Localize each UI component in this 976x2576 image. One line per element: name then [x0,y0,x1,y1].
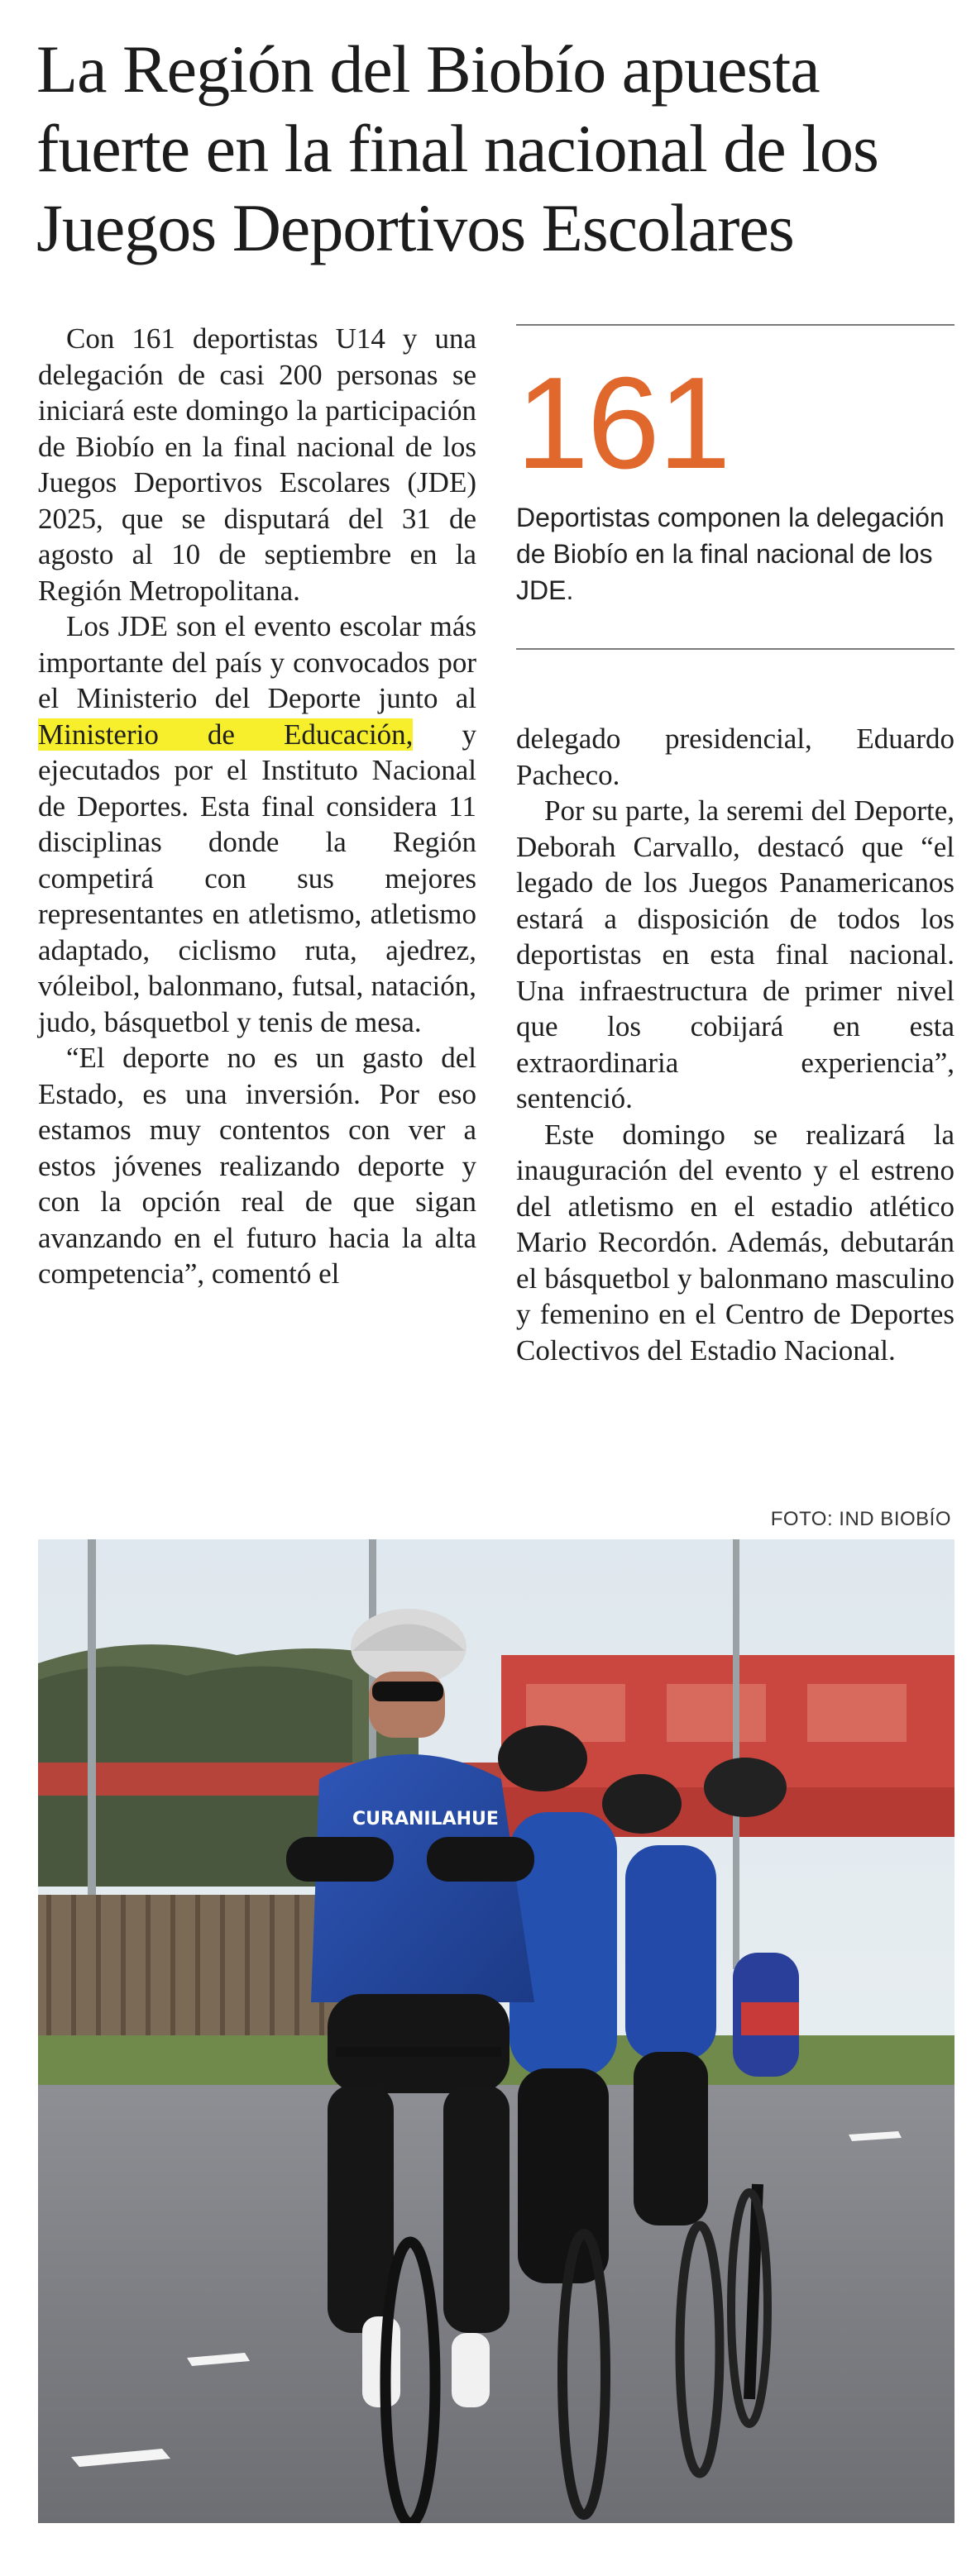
stat-number: 161 [516,351,730,496]
headline: La Región del Biobío apuesta fuerte en la final nacional de los Juegos Deportivos Escolares [36,31,878,265]
jersey-text: CURANILAHUE [352,1809,499,1829]
paragraph-text: Los JDE son el evento escolar más importante del país y convocados por el Ministerio del Deporte junto al [38,610,476,714]
paragraph: Por su parte, la seremi del Deporte, Deborah Carvallo, destacó que “el legado de los Juegos Panamericanos estará a disposición de todos los deportistas en esta final nacional. Una infraestructura de primer nivel que los cobijará en esta extraordinaria experiencia”, sentenció. [516,794,954,1114]
body-column-right [516,721,954,1368]
paragraph: Este domingo se realizará la inauguración del evento y el estreno del atletismo en el estadio atlético Mario Recordón. Además, debutarán el básquetbol y balonmano masculino y femenino en el Centro de Deportes Colectivos del Estadio Nacional. [516,1118,954,1367]
paragraph: Con 161 deportistas U14 y una delegación de casi 200 personas se iniciará este domingo la participación de Biobío en la final nacional de los Juegos Deportivos Escolares (JDE) 2025, que se disputará del 31 de agosto al 10 de septiembre en la Región Metropolitana. [38,322,476,607]
highlighted-text: Ministerio de Educación, [38,718,414,751]
paragraph [38,608,476,1040]
cyclists-photo [38,1539,954,2523]
sidebar-top-rule [516,324,954,326]
paragraph-text: y ejecutados por el Instituto Nacional de Deportes. Esta final considera 11 disciplinas donde la Región competirá con sus mejores representantes en atletismo, atletismo adaptado, ciclismo ruta, ajedrez, vóleibol, balonmano, futsal, natación, judo, básquetbol y tenis de mesa. [38,718,476,1038]
sidebar-bottom-rule [516,648,954,650]
body-column-left [38,321,476,1292]
photo-credit: FOTO: IND BIOBÍO [770,1508,951,1530]
paragraph: delegado presidencial, Eduardo Pacheco. [516,723,954,791]
stat-caption: Deportistas componen la delegación de Biobío en la final nacional de los JDE. [516,503,945,605]
paragraph: “El deporte no es un gasto del Estado, es una inversión. Por eso estamos muy contentos con ver a estos jóvenes realizando deporte y con la opción real de que sigan avanzando en el futuro hacia la alta competencia”, comentó el [38,1042,476,1290]
